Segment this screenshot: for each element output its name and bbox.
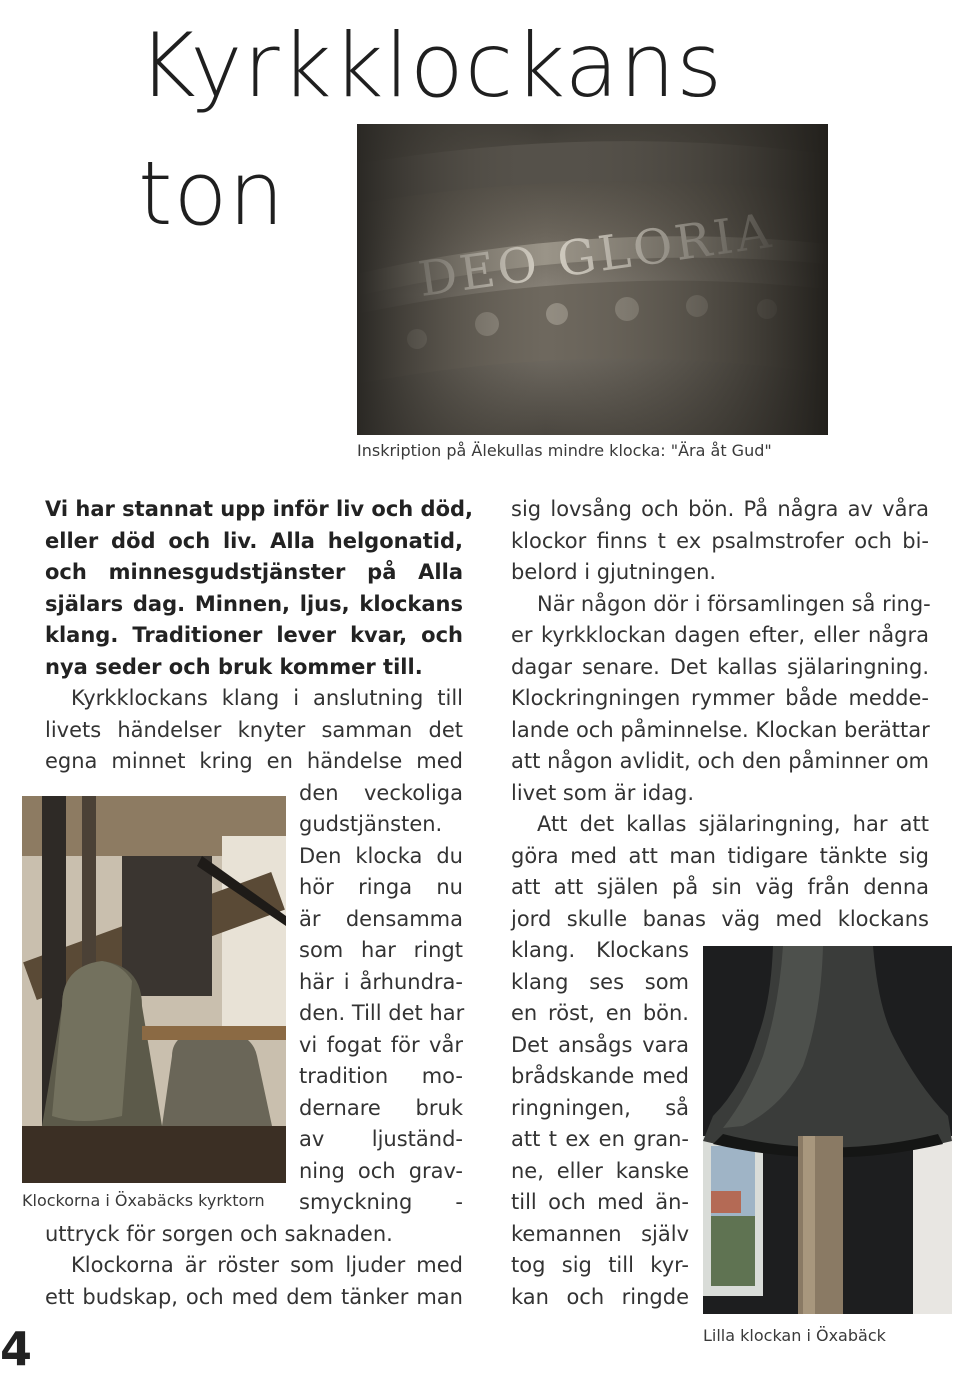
title-line-2: ton <box>138 142 286 245</box>
text-line: den veckoliga <box>299 780 463 805</box>
text-line: smyckning - <box>299 1190 463 1214</box>
text-line: ringningen, så <box>511 1095 689 1120</box>
text-line: Det ansågs vara <box>511 1032 689 1057</box>
text-line: Vi har stannat upp inför liv och död, <box>45 497 474 521</box>
title-line-1: Kyrkklockans <box>138 14 724 117</box>
text-line: lande och påminnelse. Klockan berättar <box>511 717 930 742</box>
text-line: göra med att man tidigare tänkte sig <box>511 843 929 868</box>
text-line: Den klocka du <box>299 843 463 868</box>
text-line: kemannen själv <box>511 1221 689 1246</box>
narrow-text-block <box>511 935 689 1313</box>
text-line: klockor finns t ex psalmstrofer och bi- <box>511 528 929 553</box>
text-line: att att själen på sin väg från denna <box>511 875 929 899</box>
text-line: livet som är idag. <box>511 780 695 805</box>
text-line: sig lovsång och bön. På några av våra <box>511 497 929 521</box>
small-bell-image <box>703 946 952 1314</box>
lead-paragraph <box>45 494 474 683</box>
paragraph-continued <box>511 494 929 589</box>
text-line: belord i gjutningen. <box>511 560 717 584</box>
photo-small-bell <box>703 946 952 1314</box>
text-line: till och med än- <box>511 1190 689 1214</box>
text-line: Att det kallas själaringning, har att <box>537 812 929 836</box>
text-line: ett budskap, och med dem tänker man <box>45 1284 463 1309</box>
text-line: dagar senare. Det kallas själaringning. <box>511 654 929 679</box>
text-line: av ljuständ- <box>299 1127 463 1151</box>
text-line: hör ringa nu <box>299 875 463 899</box>
page-number: 4 <box>0 1322 33 1376</box>
caption-tower-bells: Klockorna i Öxabäcks kyrktorn <box>22 1191 265 1210</box>
text-line: dernare bruk <box>299 1095 463 1120</box>
text-line: ne, eller kanske <box>511 1158 689 1183</box>
photo-tower-bells <box>22 796 286 1183</box>
text-line: själars dag. Minnen, ljus, klockans <box>45 591 463 616</box>
text-line: Klockorna är röster som ljuder med <box>71 1253 463 1277</box>
text-line: vi fogat för vår <box>299 1032 463 1057</box>
tower-bells-image <box>22 796 286 1183</box>
paragraph-soul-ringing <box>511 589 929 810</box>
text-line: som har ringt <box>299 938 463 962</box>
photo-bell-inscription <box>357 124 828 435</box>
text-line: en röst, en bön. <box>511 1001 689 1025</box>
paragraph-2 <box>45 1250 463 1313</box>
text-line: ning och grav- <box>299 1158 463 1183</box>
text-line: tradition mo- <box>299 1064 463 1088</box>
caption-small-bell: Lilla klockan i Öxabäck <box>703 1326 886 1345</box>
text-line: kan och ringde <box>511 1284 689 1309</box>
text-line: livets händelser knyter samman det <box>45 717 463 742</box>
bell-inscription-image <box>357 124 828 435</box>
paragraph-tradition <box>511 809 929 935</box>
text-line: att någon avlidit, och den påminner om <box>511 749 929 773</box>
text-line: jord skulle banas väg med klockans <box>511 906 929 931</box>
text-line: här i århundra- <box>299 969 463 994</box>
narrow-text-block <box>299 778 463 1219</box>
caption-bell-inscription: Inskription på Älekullas mindre klocka: "Ära åt Gud" <box>357 441 772 460</box>
text-line: Kyrkklockans klang i anslutning till <box>71 686 463 710</box>
text-line: att t ex en gran- <box>511 1127 689 1151</box>
text-line: den. Till det har <box>299 1001 465 1025</box>
text-line: tog sig till kyr- <box>511 1253 689 1277</box>
text-line: uttryck för sorgen och saknaden. <box>45 1221 393 1246</box>
text-line: När någon dör i församlingen så ring- <box>537 591 931 616</box>
text-line: och minnesgudstjänster på Alla <box>45 560 463 584</box>
text-line: brådskande med <box>511 1064 689 1088</box>
text-line: nya seder och bruk kommer till. <box>45 654 423 679</box>
text-line: klang. Klockans <box>511 938 689 962</box>
paragraph-1 <box>45 683 463 778</box>
text-line: er kyrkklockan dagen efter, eller några <box>511 623 929 647</box>
text-line: är densamma <box>299 906 463 931</box>
text-line: gudstjänsten. <box>299 812 443 836</box>
text-line: eller död och liv. Alla helgonatid, <box>45 528 463 553</box>
text-line: egna minnet kring en händelse med <box>45 749 463 773</box>
text-line: klang ses som <box>511 969 689 994</box>
text-line: klang. Traditioner lever kvar, och <box>45 623 463 647</box>
text-line: Klockringningen rymmer både medde- <box>511 686 929 710</box>
